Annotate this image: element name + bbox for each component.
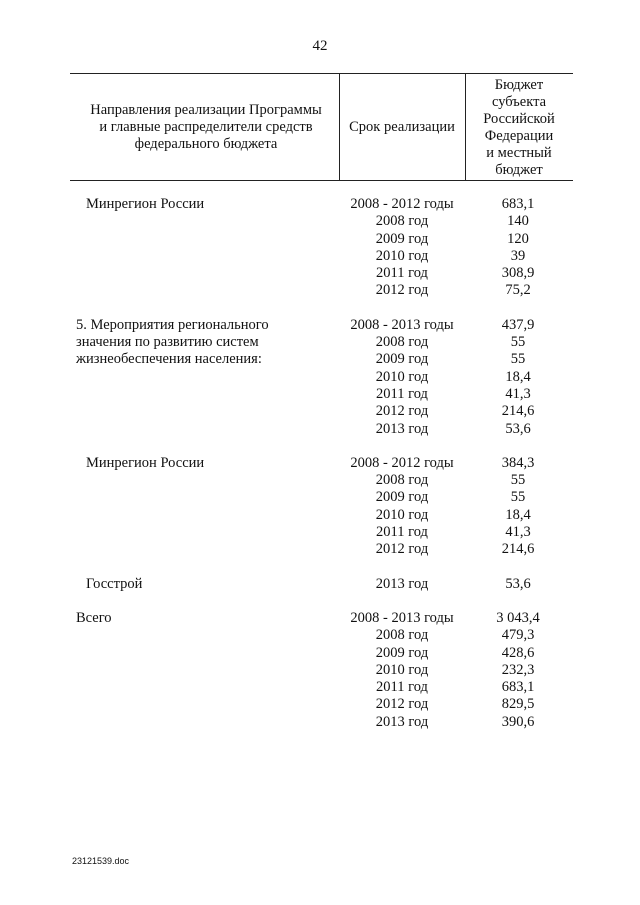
row-period: 2008 год xyxy=(375,472,429,489)
row-period: 2011 год xyxy=(376,524,428,541)
header-col-budget-line: Бюджет xyxy=(494,77,544,93)
row-value: 41,3 xyxy=(505,385,531,402)
row-period: 2008 - 2013 годы xyxy=(350,609,454,626)
row-period: 2010 год xyxy=(375,661,429,678)
table-row xyxy=(0,541,640,558)
table-row xyxy=(0,317,640,334)
row-period: 2008 - 2012 годы xyxy=(350,196,454,212)
row-period: 2009 год xyxy=(375,644,429,661)
table-body xyxy=(0,196,640,748)
row-period: 2011 год xyxy=(376,265,428,282)
table-row xyxy=(0,231,640,248)
row-period: 2013 год xyxy=(375,575,429,592)
row-period: 2010 год xyxy=(375,247,429,264)
row-period: 2011 год xyxy=(376,385,428,402)
row-group xyxy=(0,576,640,593)
row-period: 2008 - 2012 годы xyxy=(350,454,454,471)
header-col-budget-line: и местный xyxy=(486,145,552,161)
table-row xyxy=(0,403,640,420)
header-col-direction xyxy=(76,102,336,153)
page-number: 42 xyxy=(312,38,328,54)
row-period: 2013 год xyxy=(375,420,429,437)
table-row xyxy=(0,524,640,541)
row-value: 120 xyxy=(507,230,529,247)
row-value: 683,1 xyxy=(501,196,535,212)
row-period: 2012 год xyxy=(375,282,429,299)
row-period: 2009 год xyxy=(375,489,429,506)
row-period: 2008 год xyxy=(375,213,429,230)
row-value: 437,9 xyxy=(501,316,535,333)
table-row xyxy=(0,334,640,351)
row-period: 2008 год xyxy=(375,334,429,351)
row-value: 214,6 xyxy=(501,541,535,558)
row-value: 140 xyxy=(507,213,529,230)
table-row xyxy=(0,213,640,230)
table-row xyxy=(0,248,640,265)
row-period: 2010 год xyxy=(375,368,429,385)
table-row xyxy=(0,627,640,644)
row-value: 232,3 xyxy=(501,661,535,678)
row-value: 53,6 xyxy=(505,575,531,592)
row-period: 2012 год xyxy=(375,403,429,420)
row-value: 18,4 xyxy=(505,368,531,385)
table-row xyxy=(0,489,640,506)
table-row xyxy=(0,265,640,282)
table-row xyxy=(0,696,640,713)
row-period: 2013 год xyxy=(375,713,429,730)
row-label: жизнеобеспечения населения: xyxy=(76,351,262,368)
header-col-budget-line: Российской xyxy=(483,111,555,127)
row-label: Минрегион России xyxy=(86,196,205,212)
file-footer: 23121539.doc xyxy=(72,856,130,866)
row-label: Всего xyxy=(76,609,112,626)
row-value: 18,4 xyxy=(505,506,531,523)
row-period: 2008 - 2013 годы xyxy=(350,316,454,333)
row-label: Госстрой xyxy=(86,575,143,592)
table-top-rule xyxy=(70,73,573,74)
row-label: Минрегион России xyxy=(86,454,205,471)
row-value: 214,6 xyxy=(501,403,535,420)
header-col-budget-line: субъекта xyxy=(491,94,547,110)
table-row xyxy=(0,662,640,679)
row-value: 3 043,4 xyxy=(496,609,540,626)
row-label: значения по развитию систем xyxy=(76,334,259,351)
row-value: 55 xyxy=(510,334,526,351)
row-value: 39 xyxy=(510,247,526,264)
row-value: 308,9 xyxy=(501,265,535,282)
row-period: 2012 год xyxy=(375,541,429,558)
table-row xyxy=(0,576,640,593)
row-group xyxy=(0,317,640,438)
row-value: 428,6 xyxy=(501,644,535,661)
table-row xyxy=(0,507,640,524)
header-col-direction-line: федерального бюджета xyxy=(134,136,278,152)
table-row xyxy=(0,369,640,386)
row-label: 5. Мероприятия регионального xyxy=(76,316,269,333)
row-period: 2009 год xyxy=(375,351,429,368)
row-period: 2008 год xyxy=(375,627,429,644)
table-row xyxy=(0,386,640,403)
table-header-rule xyxy=(70,180,573,181)
table-row xyxy=(0,421,640,438)
row-period: 2009 год xyxy=(375,230,429,247)
row-value: 479,3 xyxy=(501,627,535,644)
table-row xyxy=(0,351,640,368)
row-value: 55 xyxy=(510,351,526,368)
row-period: 2012 год xyxy=(375,696,429,713)
row-value: 75,2 xyxy=(505,282,531,299)
table-row xyxy=(0,679,640,696)
table-row xyxy=(0,645,640,662)
row-value: 53,6 xyxy=(505,420,531,437)
table-row xyxy=(0,455,640,472)
header-col-direction-line: Направления реализации Программы xyxy=(90,102,322,118)
row-period: 2010 год xyxy=(375,506,429,523)
table-row xyxy=(0,282,640,299)
row-group xyxy=(0,196,640,300)
row-group xyxy=(0,455,640,559)
row-value: 390,6 xyxy=(501,713,535,730)
row-value: 41,3 xyxy=(505,524,531,541)
table-row xyxy=(0,472,640,489)
header-col-period: Срок реализации xyxy=(349,119,455,135)
header-col-budget-line: бюджет xyxy=(495,162,543,178)
table-row xyxy=(0,714,640,731)
row-group xyxy=(0,610,640,731)
header-col-budget xyxy=(466,77,572,179)
row-value: 384,3 xyxy=(501,454,535,471)
row-value: 683,1 xyxy=(501,679,535,696)
table-row xyxy=(0,196,640,213)
table-row xyxy=(0,610,640,627)
row-value: 55 xyxy=(510,489,526,506)
row-period: 2011 год xyxy=(376,679,428,696)
row-value: 55 xyxy=(510,472,526,489)
header-col-budget-line: Федерации xyxy=(484,128,554,144)
header-col-direction-line: и главные распределители средств xyxy=(99,119,313,135)
row-value: 829,5 xyxy=(501,696,535,713)
